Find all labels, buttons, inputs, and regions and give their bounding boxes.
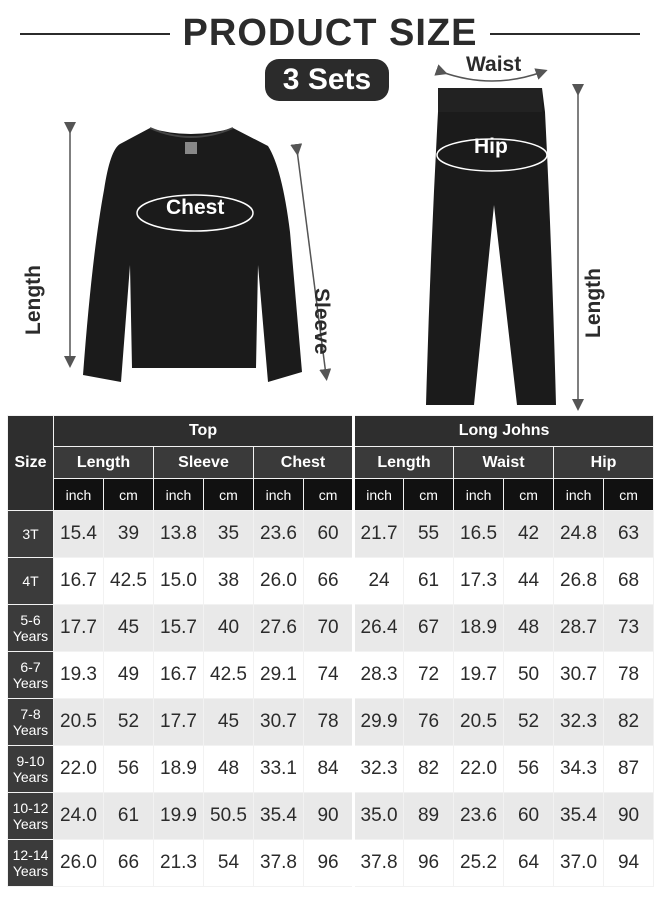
table-row xyxy=(8,511,654,558)
table-cell: 54 xyxy=(204,840,254,887)
table-cell: 37.8 xyxy=(354,840,404,887)
table-cell: 90 xyxy=(604,793,654,840)
size-cell xyxy=(8,558,54,605)
table-cell: 29.9 xyxy=(354,699,404,746)
chest-label: Chest xyxy=(166,196,225,219)
table-cell: 15.0 xyxy=(154,558,204,605)
table-cell: 78 xyxy=(604,652,654,699)
column-header-waist: Waist xyxy=(454,447,554,479)
unit-header-inch: inch xyxy=(354,479,404,511)
table-cell: 70 xyxy=(304,605,354,652)
table-cell: 67 xyxy=(404,605,454,652)
table-row xyxy=(8,652,654,699)
table-cell: 61 xyxy=(104,793,154,840)
table-cell: 24.8 xyxy=(554,511,604,558)
size-label: 10-12 xyxy=(12,800,49,816)
table-cell: 24 xyxy=(354,558,404,605)
garment-illustration xyxy=(0,53,660,415)
size-label: 4T xyxy=(22,573,39,589)
unit-header-inch: inch xyxy=(54,479,104,511)
table-cell: 42.5 xyxy=(204,652,254,699)
table-cell: 96 xyxy=(404,840,454,887)
table-cell: 42 xyxy=(504,511,554,558)
table-row xyxy=(8,605,654,652)
unit-header-inch: inch xyxy=(254,479,304,511)
size-label: Years xyxy=(12,722,49,738)
long-sleeve-top-illustration xyxy=(83,128,302,382)
table-cell: 82 xyxy=(404,746,454,793)
table-cell: 23.6 xyxy=(254,511,304,558)
table-row xyxy=(8,840,654,887)
table-cell: 26.8 xyxy=(554,558,604,605)
table-cell: 23.6 xyxy=(454,793,504,840)
size-cell xyxy=(8,652,54,699)
table-cell: 15.4 xyxy=(54,511,104,558)
table-cell: 56 xyxy=(104,746,154,793)
table-cell: 84 xyxy=(304,746,354,793)
table-cell: 96 xyxy=(304,840,354,887)
table-cell: 40 xyxy=(204,605,254,652)
table-cell: 45 xyxy=(204,699,254,746)
table-cell: 28.7 xyxy=(554,605,604,652)
unit-header-cm: cm xyxy=(304,479,354,511)
table-cell: 64 xyxy=(504,840,554,887)
table-cell: 82 xyxy=(604,699,654,746)
size-label: Years xyxy=(12,863,49,879)
table-row xyxy=(8,699,654,746)
table-cell: 16.5 xyxy=(454,511,504,558)
table-cell: 73 xyxy=(604,605,654,652)
table-cell: 90 xyxy=(304,793,354,840)
table-cell: 42.5 xyxy=(104,558,154,605)
table-cell: 76 xyxy=(404,699,454,746)
table-cell: 13.8 xyxy=(154,511,204,558)
table-cell: 27.6 xyxy=(254,605,304,652)
sleeve-label: Sleeve xyxy=(310,288,333,355)
table-cell: 52 xyxy=(504,699,554,746)
table-cell: 24.0 xyxy=(54,793,104,840)
size-cell xyxy=(8,793,54,840)
table-cell: 35.4 xyxy=(254,793,304,840)
table-cell: 38 xyxy=(204,558,254,605)
page-title: PRODUCT SIZE xyxy=(182,12,478,54)
table-cell: 30.7 xyxy=(254,699,304,746)
table-cell: 48 xyxy=(204,746,254,793)
table-cell: 22.0 xyxy=(54,746,104,793)
table-cell: 32.3 xyxy=(554,699,604,746)
table-cell: 21.3 xyxy=(154,840,204,887)
size-cell xyxy=(8,746,54,793)
table-cell: 49 xyxy=(104,652,154,699)
table-cell: 16.7 xyxy=(154,652,204,699)
top-length-label: Length xyxy=(22,265,45,335)
unit-header-cm: cm xyxy=(504,479,554,511)
size-label: 7-8 xyxy=(20,706,41,722)
table-cell: 89 xyxy=(404,793,454,840)
table-row xyxy=(8,793,654,840)
table-cell: 18.9 xyxy=(454,605,504,652)
table-cell: 30.7 xyxy=(554,652,604,699)
table-cell: 17.7 xyxy=(54,605,104,652)
table-cell: 21.7 xyxy=(354,511,404,558)
table-cell: 17.7 xyxy=(154,699,204,746)
table-cell: 19.7 xyxy=(454,652,504,699)
size-header: Size xyxy=(8,416,54,511)
waist-label: Waist xyxy=(466,53,522,76)
table-cell: 18.9 xyxy=(154,746,204,793)
unit-header-cm: cm xyxy=(104,479,154,511)
column-header-chest: Chest xyxy=(254,447,354,479)
column-header-hip: Hip xyxy=(554,447,654,479)
size-cell xyxy=(8,840,54,887)
group-header-top: Top xyxy=(54,416,354,447)
table-cell: 26.0 xyxy=(54,840,104,887)
table-cell: 68 xyxy=(604,558,654,605)
table-cell: 35 xyxy=(204,511,254,558)
column-header-sleeve: Sleeve xyxy=(154,447,254,479)
table-cell: 35.0 xyxy=(354,793,404,840)
table-cell: 72 xyxy=(404,652,454,699)
unit-header-cm: cm xyxy=(404,479,454,511)
unit-header-row xyxy=(8,479,654,511)
unit-header-cm: cm xyxy=(204,479,254,511)
table-cell: 66 xyxy=(104,840,154,887)
size-chart-table xyxy=(7,415,654,887)
table-cell: 37.0 xyxy=(554,840,604,887)
table-cell: 60 xyxy=(304,511,354,558)
table-cell: 37.8 xyxy=(254,840,304,887)
size-label: 12-14 xyxy=(12,847,49,863)
table-cell: 87 xyxy=(604,746,654,793)
title-bar xyxy=(0,12,660,56)
table-cell: 22.0 xyxy=(454,746,504,793)
table-cell: 39 xyxy=(104,511,154,558)
table-cell: 25.2 xyxy=(454,840,504,887)
table-cell: 44 xyxy=(504,558,554,605)
table-cell: 55 xyxy=(404,511,454,558)
table-cell: 19.3 xyxy=(54,652,104,699)
table-cell: 17.3 xyxy=(454,558,504,605)
table-cell: 66 xyxy=(304,558,354,605)
table-cell: 60 xyxy=(504,793,554,840)
table-cell: 28.3 xyxy=(354,652,404,699)
unit-header-cm: cm xyxy=(604,479,654,511)
size-label: Years xyxy=(12,769,49,785)
size-label: Years xyxy=(12,675,49,691)
table-cell: 45 xyxy=(104,605,154,652)
size-cell xyxy=(8,699,54,746)
table-cell: 94 xyxy=(604,840,654,887)
size-label: 5-6 xyxy=(20,612,41,628)
table-cell: 50.5 xyxy=(204,793,254,840)
table-cell: 29.1 xyxy=(254,652,304,699)
table-cell: 34.3 xyxy=(554,746,604,793)
group-header-long-johns: Long Johns xyxy=(354,416,654,447)
table-cell: 78 xyxy=(304,699,354,746)
size-cell xyxy=(8,605,54,652)
size-label: Years xyxy=(12,628,49,644)
table-row xyxy=(8,558,654,605)
table-cell: 19.9 xyxy=(154,793,204,840)
table-cell: 26.4 xyxy=(354,605,404,652)
column-header-pants-length: Length xyxy=(354,447,454,479)
table-cell: 74 xyxy=(304,652,354,699)
column-header-top-length: Length xyxy=(54,447,154,479)
size-label: Years xyxy=(12,816,49,832)
unit-header-inch: inch xyxy=(554,479,604,511)
table-cell: 48 xyxy=(504,605,554,652)
size-table-body xyxy=(8,511,654,887)
table-cell: 20.5 xyxy=(454,699,504,746)
table-cell: 33.1 xyxy=(254,746,304,793)
table-cell: 15.7 xyxy=(154,605,204,652)
table-cell: 20.5 xyxy=(54,699,104,746)
table-cell: 63 xyxy=(604,511,654,558)
table-cell: 50 xyxy=(504,652,554,699)
brand-logo-icon xyxy=(185,142,197,154)
table-row xyxy=(8,746,654,793)
size-label: 9-10 xyxy=(16,753,45,769)
unit-header-inch: inch xyxy=(154,479,204,511)
table-cell: 52 xyxy=(104,699,154,746)
size-cell xyxy=(8,511,54,558)
table-cell: 61 xyxy=(404,558,454,605)
size-label: 6-7 xyxy=(20,659,41,675)
pants-length-label: Length xyxy=(582,268,605,338)
table-cell: 16.7 xyxy=(54,558,104,605)
table-cell: 26.0 xyxy=(254,558,304,605)
size-label: 3T xyxy=(22,526,39,542)
unit-header-inch: inch xyxy=(454,479,504,511)
table-cell: 56 xyxy=(504,746,554,793)
hip-label: Hip xyxy=(474,135,508,158)
table-cell: 32.3 xyxy=(354,746,404,793)
table-cell: 35.4 xyxy=(554,793,604,840)
sets-badge: 3 Sets xyxy=(265,59,389,101)
